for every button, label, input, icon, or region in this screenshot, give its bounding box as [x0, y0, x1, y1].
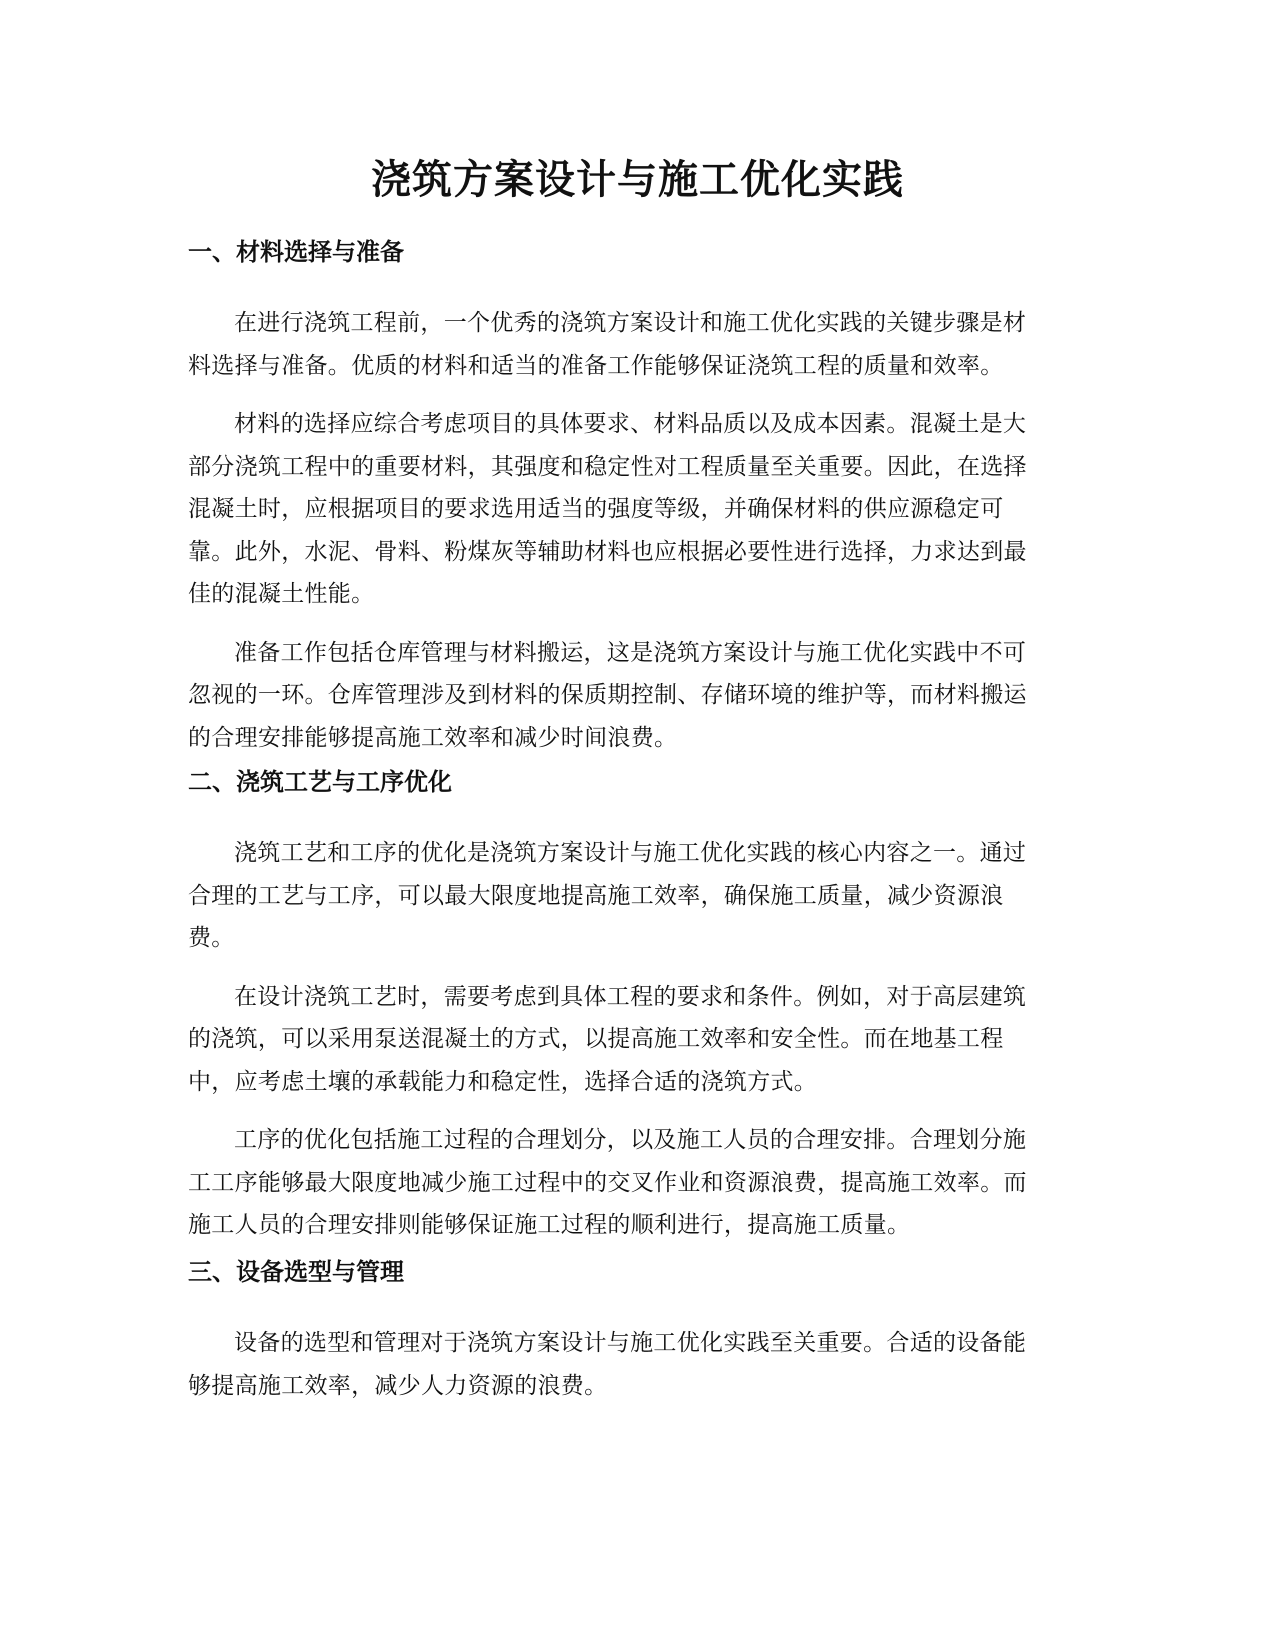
text-line: 在设计浇筑工艺时，需要考虑到具体工程的要求和条件。例如，对于高层建筑 — [234, 983, 1027, 1010]
section-heading: 一、材料选择与准备 — [188, 238, 404, 266]
section-heading: 三、设备选型与管理 — [188, 1258, 404, 1286]
text-line: 工工序能够最大限度地减少施工过程中的交叉作业和资源浪费，提高施工效率。而 — [188, 1169, 1027, 1196]
text-line: 靠。此外，水泥、骨料、粉煤灰等辅助材料也应根据必要性进行选择，力求达到最 — [188, 538, 1027, 565]
text-line: 佳的混凝土性能。 — [188, 581, 375, 607]
text-line: 混凝土时，应根据项目的要求选用适当的强度等级，并确保材料的供应源稳定可 — [188, 496, 1004, 522]
paragraph — [188, 632, 1088, 760]
text-line: 工序的优化包括施工过程的合理划分，以及施工人员的合理安排。合理划分施 — [234, 1127, 1027, 1153]
document-title: 浇筑方案设计与施工优化实践 — [371, 157, 904, 203]
text-line: 浇筑工艺和工序的优化是浇筑方案设计与施工优化实践的核心内容之一。通过 — [234, 840, 1027, 866]
paragraph — [188, 976, 1088, 1104]
text-line: 部分浇筑工程中的重要材料，其强度和稳定性对工程质量至关重要。因此，在选择 — [188, 453, 1027, 480]
paragraph — [188, 832, 1088, 960]
text-line: 材料的选择应综合考虑项目的具体要求、材料品质以及成本因素。混凝土是大 — [234, 411, 1027, 437]
text-line: 忽视的一环。仓库管理涉及到材料的保质期控制、存储环境的维护等，而材料搬运 — [188, 682, 1027, 708]
paragraph — [188, 302, 1088, 387]
section-process — [188, 766, 1088, 1247]
paragraph — [188, 1322, 1088, 1407]
paragraph — [188, 403, 1088, 616]
text-line: 费。 — [188, 925, 235, 951]
text-line: 合理的工艺与工序，可以最大限度地提高施工效率，确保施工质量，减少资源浪 — [188, 882, 1004, 909]
text-line: 准备工作包括仓库管理与材料搬运，这是浇筑方案设计与施工优化实践中不可 — [234, 639, 1027, 666]
text-line: 在进行浇筑工程前，一个优秀的浇筑方案设计和施工优化实践的关键步骤是材 — [234, 310, 1027, 336]
text-line: 料选择与准备。优质的材料和适当的准备工作能够保证浇筑工程的质量和效率。 — [188, 352, 1004, 379]
text-line: 的浇筑，可以采用泵送混凝土的方式，以提高施工效率和安全性。而在地基工程 — [188, 1026, 1004, 1052]
text-line: 施工人员的合理安排则能够保证施工过程的顺利进行，提高施工质量。 — [188, 1212, 911, 1238]
section-materials — [188, 236, 1088, 759]
section-equipment — [188, 1256, 1088, 1407]
text-line: 的合理安排能够提高施工效率和减少时间浪费。 — [188, 724, 678, 751]
paragraph — [188, 1119, 1088, 1247]
text-line: 中，应考虑土壤的承载能力和稳定性，选择合适的浇筑方式。 — [188, 1068, 818, 1095]
section-heading: 二、浇筑工艺与工序优化 — [188, 768, 452, 796]
text-line: 够提高施工效率，减少人力资源的浪费。 — [188, 1372, 608, 1399]
text-line: 设备的选型和管理对于浇筑方案设计与施工优化实践至关重要。合适的设备能 — [234, 1330, 1027, 1356]
